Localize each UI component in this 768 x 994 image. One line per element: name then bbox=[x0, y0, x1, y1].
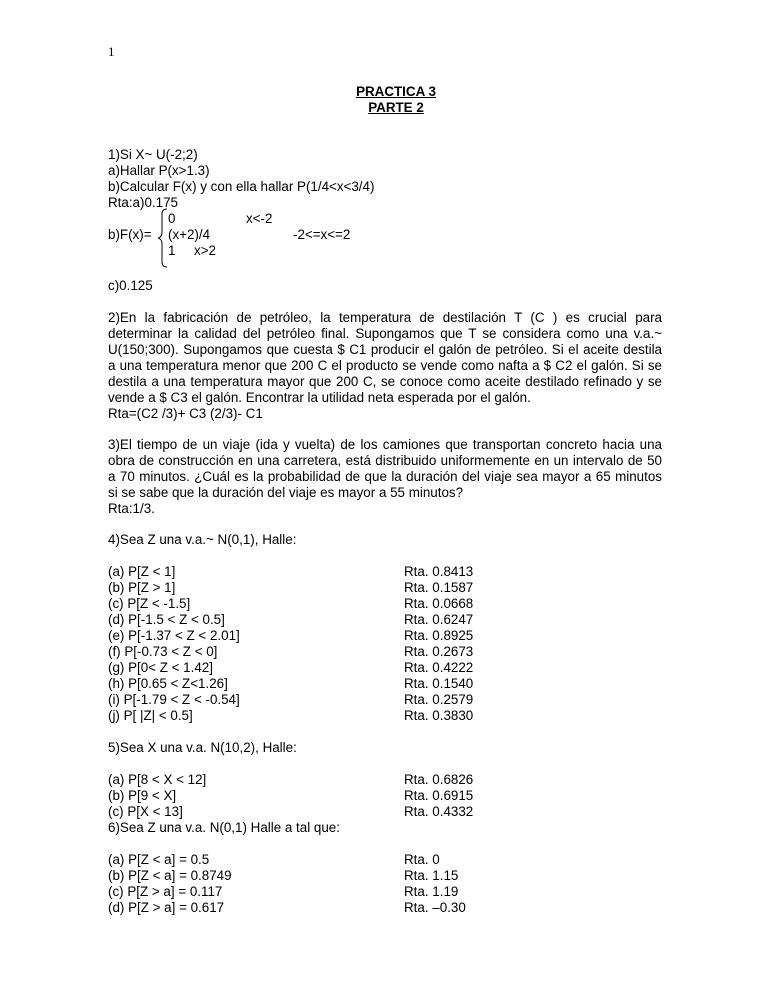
p4-item-label: (f) P[-0.73 < Z < 0] bbox=[108, 644, 218, 659]
p4-item-answer: Rta. 0.1587 bbox=[404, 580, 474, 595]
p4-item-label: (e) P[-1.37 < Z < 2.01] bbox=[108, 628, 240, 643]
p5-item-label: (c) P[X < 13] bbox=[108, 804, 183, 819]
p4-item-label: (c) P[Z < -1.5] bbox=[108, 596, 191, 611]
p4-item-answer: Rta. 0.4222 bbox=[404, 660, 474, 675]
p6-item-label: (b) P[Z < a] = 0.8749 bbox=[108, 868, 232, 883]
p5-heading: 5)Sea X una v.a. N(10,2), Halle: bbox=[108, 740, 297, 755]
p5-item-label: (b) P[9 < X] bbox=[108, 788, 177, 803]
p1-case3-value: 1 bbox=[168, 243, 176, 258]
p4-item-answer: Rta. 0.2579 bbox=[404, 692, 474, 707]
p6-heading: 6)Sea Z una v.a. N(0,1) Halle a tal que: bbox=[108, 820, 340, 835]
p5-item-answer: Rta. 0.4332 bbox=[404, 804, 474, 819]
p1-answer-a: Rta:a)0.175 bbox=[108, 195, 178, 210]
p1-part-b: b)Calcular F(x) y con ella hallar P(1/4<x<3/4) bbox=[108, 179, 375, 194]
p4-heading: 4)Sea Z una v.a.~ N(0,1), Halle: bbox=[108, 532, 297, 547]
p4-item-answer: Rta. 0.3830 bbox=[404, 708, 474, 723]
p6-item-answer: Rta. 0 bbox=[404, 852, 440, 867]
p4-item-label: (i) P[-1.79 < Z < -0.54] bbox=[108, 692, 240, 707]
p1-case2-condition: -2<=x<=2 bbox=[293, 227, 351, 242]
p6-item-answer: Rta. 1.19 bbox=[404, 884, 459, 899]
p2-answer: Rta=(C2 /3)+ C3 (2/3)- C1 bbox=[108, 406, 263, 421]
p3-answer: Rta:1/3. bbox=[108, 501, 155, 516]
piecewise-brace bbox=[158, 208, 168, 268]
p1-case2-value: (x+2)/4 bbox=[168, 227, 211, 242]
p4-item-answer: Rta. 0.6247 bbox=[404, 612, 474, 627]
page-title: PRACTICA 3 bbox=[356, 84, 436, 99]
p4-item-answer: Rta. 0.2673 bbox=[404, 644, 474, 659]
p5-item-answer: Rta. 0.6915 bbox=[404, 788, 474, 803]
p4-item-label: (g) P[0< Z < 1.42] bbox=[108, 660, 213, 675]
p6-item-label: (c) P[Z > a] = 0.117 bbox=[108, 884, 223, 899]
p4-item-label: (a) P[Z < 1] bbox=[108, 564, 176, 579]
p5-item-label: (a) P[8 < X < 12] bbox=[108, 772, 207, 787]
p1-answer-c: c)0.125 bbox=[108, 278, 153, 293]
p6-item-answer: Rta. 1.15 bbox=[404, 868, 459, 883]
p4-item-label: (b) P[Z > 1] bbox=[108, 580, 176, 595]
page-number: 1 bbox=[108, 44, 115, 59]
p6-item-answer: Rta. –0.30 bbox=[404, 900, 466, 915]
page-subtitle: PARTE 2 bbox=[368, 100, 424, 115]
p1-part-a: a)Hallar P(x>1.3) bbox=[108, 163, 210, 178]
p2-statement: 2)En la fabricación de petróleo, la temperatura de destilación T (C ) es crucial para determinar la calidad del petróleo final. Supongamos que T se considera como una v.a.~ U(150;300). Supongamos que cuesta $ C1 producir el galón de petróleo. Si el aceite destila a una temperatura menor que 200 C el producto se vende como nafta a $ C2 el galón. Si se destila a una temperatura mayor que 200 C, se conoce como aceite destilado refinado y se vende a $ C3 el galón. Encontrar la utilidad neta esperada por el galón. bbox=[108, 310, 662, 405]
p6-item-label: (d) P[Z > a] = 0.617 bbox=[108, 900, 225, 915]
p4-item-label: (h) P[0.65 < Z<1.26] bbox=[108, 676, 228, 691]
p4-item-answer: Rta. 0.8413 bbox=[404, 564, 474, 579]
p4-item-answer: Rta. 0.1540 bbox=[404, 676, 474, 691]
p1-fx-label: b)F(x)= bbox=[108, 227, 152, 242]
p1-case3-condition: x>2 bbox=[194, 243, 216, 258]
p3-statement: 3)El tiempo de un viaje (ida y vuelta) de los camiones que transportan concreto hacia una obra de construcción en una carretera, está distribuido uniformemente en un intervalo de 50 a 70 minutos. ¿Cuál es la probabilidad de que la duración del viaje sea mayor a 65 minutos si se sabe que la duración del viaje es mayor a 55 minutos? bbox=[108, 437, 662, 500]
p1-case1-value: 0 bbox=[168, 211, 176, 226]
p5-item-answer: Rta. 0.6826 bbox=[404, 772, 474, 787]
p1-case1-condition: x<-2 bbox=[246, 211, 273, 226]
p6-item-label: (a) P[Z < a] = 0.5 bbox=[108, 852, 210, 867]
p4-item-answer: Rta. 0.0668 bbox=[404, 596, 474, 611]
p4-item-answer: Rta. 0.8925 bbox=[404, 628, 474, 643]
p4-item-label: (d) P[-1.5 < Z < 0.5] bbox=[108, 612, 225, 627]
p4-item-label: (j) P[ |Z| < 0.5] bbox=[108, 708, 193, 723]
p1-statement: 1)Si X~ U(-2;2) bbox=[108, 147, 198, 162]
